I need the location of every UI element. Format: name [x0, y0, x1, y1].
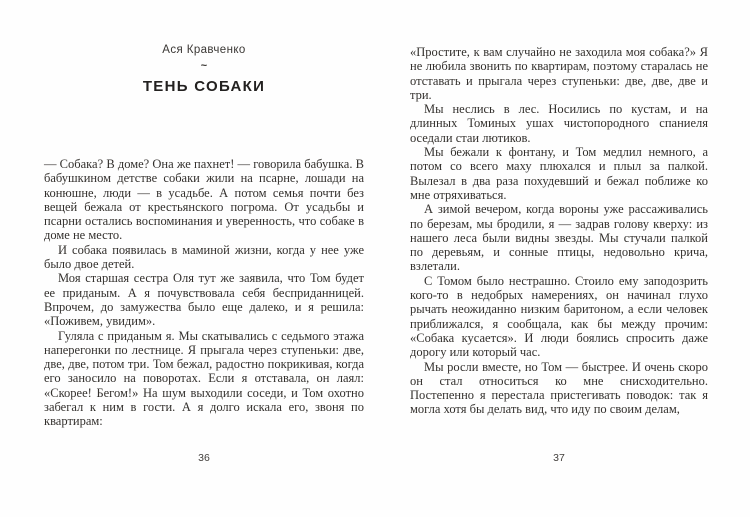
paragraph: Мы бежали к фонтану, и Том медлил немного, а потом со всего маху плюхался и плыл за палкой. Вылезал в два раза похудевший и бежал поближе ко мне отряхиваться.	[410, 145, 708, 202]
page-right	[410, 40, 708, 417]
left-page-body	[44, 157, 364, 429]
chapter-title: ТЕНЬ СОБАКИ	[142, 78, 266, 95]
paragraph: С Томом было нестрашно. Стоило ему заподозрить кого-то в недобрых намерениях, он начинал глухо рычать неожиданно низким баритоном, а если человек приближался, я сообщала, как бы между прочим: «Собака кусается». И люди боялись спросить даже дорогу или который час.	[410, 273, 708, 360]
right-page-body	[410, 45, 708, 417]
paragraph: Мы росли вместе, но Том — быстрее. И очень скоро он стал относиться ко мне снисходительно. Постепенно я перестала пристегивать поводок: так я могла хотя бы делать вид, что иду по своим делам,	[410, 359, 708, 417]
paragraph: — Собака? В доме? Она же пахнет! — говорила бабушка. В бабушкином детстве собаки жили на псарне, лошади на конюшне, люди — в усадьбе. А потом семья почти без вещей бежала от крестьянского погрома. От усадьбы и псарни остались воспоминания и уверенность, что собаке в доме не место.	[44, 157, 364, 243]
author-name: Ася Кравченко	[162, 44, 246, 56]
paragraph: «Простите, к вам случайно не заходила моя собака?» Я не любила звонить по квартирам, поэтому старалась не отставать и прыгала через ступеньки: две, две, две и три.	[410, 45, 708, 102]
page-number-right: 37	[553, 452, 565, 464]
ornament-tilde: ~	[200, 60, 208, 72]
chapter-header	[44, 43, 364, 96]
paragraph: Гуляла с приданым я. Мы скатывались с седьмого этажа наперегонки по лестнице. Я прыгала через ступеньки: две, две, две, потом три. Том бежал, радостно покрикивая, когда его заносило на поворотах. Если я отставала, он лаял: «Скорее! Бегом!» На шум выходили соседи, и Том охотно забегал к ним в гости. А я долго искала его, звоня по квартирам:	[44, 328, 364, 429]
page-left	[44, 40, 364, 429]
paragraph: Моя старшая сестра Оля тут же заявила, что Том будет ее приданым. А я почувствовала себя бесприданницей. Впрочем, до замужества было еще далеко, и я решила: «Поживем, увидим».	[44, 271, 364, 329]
paragraph: Мы неслись в лес. Носились по кустам, и на длинных Томиных ушах чистопородного спаниеля оседали стаи лютиков.	[410, 102, 708, 145]
paragraph: И собака появилась в маминой жизни, когда у нее уже было двое детей.	[44, 242, 364, 272]
page-number-left: 36	[198, 452, 210, 464]
paragraph: А зимой вечером, когда вороны уже рассаживались по березам, мы бродили, я — задрав голову кверху: из нашего леса были видны звезды. Мы стучали палкой по деревьям, и сонные птицы, недовольно крича, взлетали.	[410, 202, 708, 274]
